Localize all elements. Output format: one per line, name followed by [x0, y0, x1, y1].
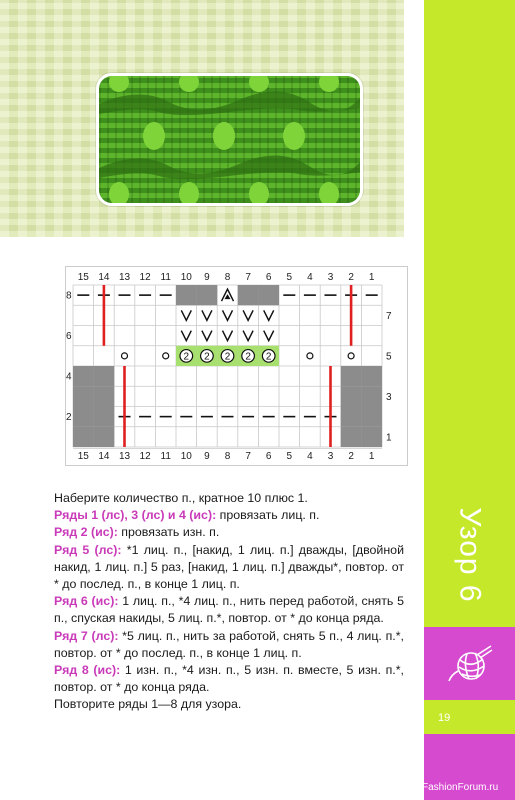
row-number-left: 6	[66, 331, 72, 343]
yarn-ball-icon	[447, 645, 493, 683]
column-number-top: 9	[204, 272, 210, 283]
row-number-left: 4	[66, 371, 72, 383]
knitting-sample-photo	[96, 73, 363, 206]
column-number-top: 14	[98, 272, 110, 283]
row-label: Ряд 8 (ис):	[54, 663, 121, 678]
row-6: Ряд 6 (ис): 1 лиц. п., *4 лиц. п., нить перед работой, снять 5 п., спуская накиды, 5 лиц. п.*, повтор. от * до конца ряда.	[54, 594, 405, 626]
column-number-bottom: 2	[348, 451, 354, 462]
column-number-bottom: 7	[245, 451, 251, 462]
chart-cell	[73, 386, 94, 406]
chart-cell	[197, 285, 218, 305]
column-number-bottom: 1	[368, 451, 375, 462]
column-number-top: 8	[224, 272, 231, 283]
column-number-bottom: 3	[327, 451, 334, 462]
chart-cell	[258, 285, 279, 305]
double-yo-number: 2	[224, 351, 231, 363]
row-number-left: 2	[66, 412, 72, 424]
double-yo-number: 2	[183, 351, 190, 363]
page-number: 19	[438, 712, 451, 724]
column-number-bottom: 13	[118, 451, 131, 462]
row-label: Ряд 5 (лс):	[54, 542, 122, 557]
chart-cell	[361, 366, 382, 386]
chart-cell	[361, 427, 382, 447]
row-8: Ряд 8 (ис): 1 изн. п., *4 изн. п., 5 изн. п. вместе, 5 изн. п.*, повтор. от * до конца ряда.	[54, 663, 404, 695]
row-label: Ряд 6 (ис):	[54, 594, 119, 609]
column-number-bottom: 11	[160, 451, 171, 462]
chart-cell	[73, 407, 94, 427]
column-number-bottom: 6	[265, 451, 272, 462]
chart-cell	[73, 366, 94, 386]
column-number-top: 2	[348, 272, 354, 283]
column-number-bottom: 12	[139, 451, 151, 462]
double-yo-number: 2	[204, 351, 210, 363]
chart-cell	[341, 407, 362, 427]
chart-cell	[176, 285, 197, 305]
chart-cell	[361, 407, 382, 427]
column-number-bottom: 8	[224, 451, 231, 462]
instructions	[54, 490, 404, 714]
row-number-right: 3	[386, 391, 392, 403]
column-number-top: 13	[118, 272, 131, 283]
column-number-top: 11	[160, 272, 171, 283]
column-number-top: 15	[77, 272, 89, 283]
row-number-right: 5	[386, 351, 392, 363]
chart-cell	[94, 407, 115, 427]
row-1-3-4: Ряды 1 (лс), 3 (лс) и 4 (ис): провязать лиц. п.	[54, 508, 320, 523]
column-number-top: 1	[368, 272, 375, 283]
outro-text: Повторите ряды 1—8 для узора.	[54, 697, 242, 712]
double-yo-number: 2	[265, 351, 272, 363]
row-label: Ряд 7 (лс):	[54, 628, 119, 643]
column-number-top: 6	[265, 272, 272, 283]
page-title: Узор 6	[453, 507, 487, 603]
yarn-icon-box	[424, 627, 515, 700]
row-number-left: 8	[66, 290, 72, 302]
row-number-right: 1	[386, 432, 392, 444]
row-5: Ряд 5 (лс): *1 лиц. п., [накид, 1 лиц. п.] дважды, [двойной накид, 1 лиц. п.] 5 раз, [накид, 1 лиц. п.] дважды*, повтор. от * до послед. п., в конце 1 лиц. п.	[54, 542, 404, 592]
chart-cell	[94, 386, 115, 406]
chart-cell	[73, 427, 94, 447]
chart-cell	[94, 427, 115, 447]
column-number-bottom: 9	[204, 451, 210, 462]
chart-cell	[238, 285, 259, 305]
column-number-top: 7	[245, 272, 251, 283]
column-number-bottom: 14	[98, 451, 110, 462]
chart-cell	[361, 386, 382, 406]
chart-cell	[341, 366, 362, 386]
intro-text: Наберите количество п., кратное 10 плюс 1.	[54, 491, 308, 505]
row-7: Ряд 7 (лс): *5 лиц. п., нить за работой, снять 5 п., 4 лиц. п.*, повтор. от * до послед. п., в конце 1 лиц. п.	[54, 628, 404, 660]
column-number-bottom: 5	[286, 451, 293, 462]
watermark: FashionForum.ru	[422, 782, 499, 793]
column-number-top: 10	[180, 272, 192, 283]
row-label: Ряды 1 (лс), 3 (лс) и 4 (ис):	[54, 508, 217, 523]
row-2: Ряд 2 (ис): провязать изн. п.	[54, 525, 220, 540]
column-number-bottom: 10	[180, 451, 192, 462]
column-number-top: 4	[307, 272, 313, 283]
row-label: Ряд 2 (ис):	[54, 525, 118, 540]
knitting-chart	[65, 266, 408, 466]
row-number-right: 7	[386, 310, 392, 322]
chart-cell	[341, 386, 362, 406]
column-number-bottom: 15	[77, 451, 89, 462]
column-number-bottom: 4	[307, 451, 313, 462]
column-number-top: 5	[286, 272, 293, 283]
chart-cell	[341, 427, 362, 447]
column-number-top: 3	[327, 272, 334, 283]
column-number-top: 12	[139, 272, 151, 283]
chart-cell	[94, 366, 115, 386]
double-yo-number: 2	[245, 351, 251, 363]
